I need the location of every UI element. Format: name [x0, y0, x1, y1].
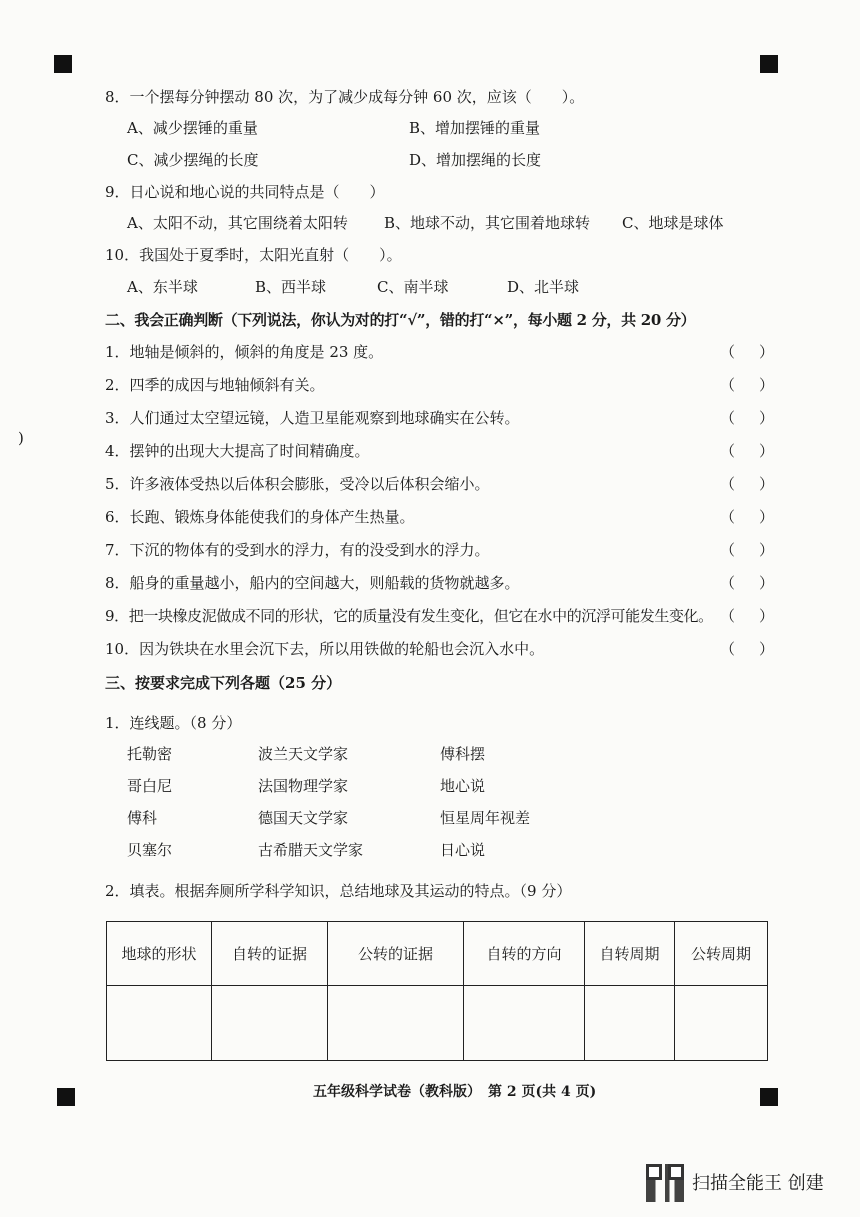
question-8-stem: 8．一个摆每分钟摆动 80 次，为了减少成每分钟 60 次，应该（ ）。	[105, 88, 585, 106]
open-paren: （	[720, 541, 736, 559]
table-header-rotation-direction: 自转的方向	[464, 922, 585, 986]
registration-mark-bottom-left	[57, 1088, 75, 1106]
table-header-revolution-evidence: 公转的证据	[328, 922, 464, 986]
question-10-stem: 10．我国处于夏季时，太阳光直射（ ）。	[105, 246, 402, 264]
judge-item-1: 1．地轴是倾斜的，倾斜的角度是 23 度。	[105, 343, 384, 361]
question-8-option-c: C、减少摆绳的长度	[127, 151, 259, 169]
question-8-option-d: D、增加摆绳的长度	[409, 151, 542, 169]
table-answer-cell[interactable]	[675, 986, 768, 1061]
match-identity-2: 法国物理学家	[258, 777, 349, 795]
question-9-option-b: B、地球不动，其它围着地球转	[384, 214, 591, 232]
answer-bracket-9[interactable]	[720, 606, 774, 626]
table-answer-cell[interactable]	[107, 986, 212, 1061]
judge-item-6: 6．长跑、锻炼身体能使我们的身体产生热量。	[105, 508, 415, 526]
judge-item-4: 4．摆钟的出现大大提高了时间精确度。	[105, 442, 370, 460]
match-identity-3: 德国天文学家	[258, 809, 349, 827]
registration-mark-bottom-right	[760, 1088, 778, 1106]
close-paren: ）	[758, 508, 774, 526]
open-paren: （	[720, 640, 736, 658]
answer-bracket-6[interactable]	[720, 507, 774, 527]
section-3-title: 三、按要求完成下列各题（25 分）	[105, 674, 342, 692]
judge-item-3: 3．人们通过太空望远镜，人造卫星能观察到地球确实在公转。	[105, 409, 520, 427]
match-achievement-2: 地心说	[440, 777, 486, 795]
match-identity-4: 古希腊天文学家	[258, 841, 364, 859]
earth-features-table	[106, 921, 768, 1061]
question-10-option-b: B、西半球	[255, 278, 327, 296]
answer-bracket-10[interactable]	[720, 639, 774, 659]
qr-code-icon	[646, 1164, 684, 1202]
close-paren: ）	[758, 343, 774, 361]
close-paren: ）	[758, 376, 774, 394]
question-8-option-a: A、减少摆锤的重量	[127, 119, 258, 137]
match-achievement-3: 恒星周年视差	[440, 809, 531, 827]
open-paren: （	[720, 343, 736, 361]
table-answer-cell[interactable]	[328, 986, 464, 1061]
judge-item-8: 8．船身的重量越小，船内的空间越大，则船载的货物就越多。	[105, 574, 520, 592]
open-paren: （	[720, 376, 736, 394]
page-footer: 五年级科学试卷（教科版） 第 2 页(共 4 页)	[313, 1084, 597, 1100]
question-9-option-a: A、太阳不动，其它围绕着太阳转	[127, 214, 348, 232]
question-9-stem: 9．日心说和地心说的共同特点是（ ）	[105, 183, 385, 201]
registration-mark-top-right	[760, 55, 778, 73]
open-paren: （	[720, 508, 736, 526]
question-10-option-a: A、东半球	[127, 278, 198, 296]
open-paren: （	[720, 574, 736, 592]
question-10-option-d: D、北半球	[507, 278, 580, 296]
close-paren: ）	[758, 442, 774, 460]
close-paren: ）	[758, 475, 774, 493]
answer-bracket-2[interactable]	[720, 375, 774, 395]
table-answer-cell[interactable]	[464, 986, 585, 1061]
close-paren: ）	[758, 409, 774, 427]
match-person-1: 托勒密	[127, 745, 173, 763]
match-person-4: 贝塞尔	[127, 841, 173, 859]
table-answer-cell[interactable]	[585, 986, 675, 1061]
match-achievement-4: 日心说	[440, 841, 486, 859]
answer-bracket-4[interactable]	[720, 441, 774, 461]
judge-item-2: 2．四季的成因与地轴倾斜有关。	[105, 376, 325, 394]
table-header-shape: 地球的形状	[107, 922, 212, 986]
close-paren: ）	[758, 640, 774, 658]
answer-bracket-1[interactable]	[720, 342, 774, 362]
open-paren: （	[720, 607, 736, 625]
question-8-option-b: B、增加摆锤的重量	[409, 119, 541, 137]
judge-item-9: 9．把一块橡皮泥做成不同的形状，它的质量没有发生变化，但它在水中的沉浮可能发生变化。	[105, 607, 713, 625]
question-10-option-c: C、南半球	[377, 278, 449, 296]
table-header-rotation-period: 自转周期	[585, 922, 675, 986]
fill-table-question-title: 2．填表。根据奔厕所学科学知识，总结地球及其运动的特点。（9 分）	[105, 882, 572, 900]
close-paren: ）	[758, 607, 774, 625]
open-paren: （	[720, 442, 736, 460]
question-9-option-c: C、地球是球体	[622, 214, 724, 232]
match-achievement-1: 傅科摆	[440, 745, 486, 763]
answer-bracket-3[interactable]	[720, 408, 774, 428]
answer-bracket-7[interactable]	[720, 540, 774, 560]
table-header-revolution-period: 公转周期	[675, 922, 768, 986]
judge-item-7: 7．下沉的物体有的受到水的浮力，有的没受到水的浮力。	[105, 541, 490, 559]
section-2-title: 二、我会正确判断（下列说法，你认为对的打“√”，错的打“×”，每小题 2 分，共 20 分）	[105, 311, 696, 329]
judge-item-5: 5．许多液体受热以后体积会膨胀，受冷以后体积会缩小。	[105, 475, 490, 493]
scanner-watermark: 扫描全能王 创建	[692, 1173, 824, 1194]
registration-mark-top-left	[54, 55, 72, 73]
answer-bracket-8[interactable]	[720, 573, 774, 593]
open-paren: （	[720, 475, 736, 493]
table-answer-cell[interactable]	[212, 986, 328, 1061]
judge-item-10: 10．因为铁块在水里会沉下去，所以用铁做的轮船也会沉入水中。	[105, 640, 545, 658]
margin-paren: )	[18, 429, 24, 447]
close-paren: ）	[758, 574, 774, 592]
close-paren: ）	[758, 541, 774, 559]
match-person-3: 傅科	[127, 809, 158, 827]
match-identity-1: 波兰天文学家	[258, 745, 349, 763]
answer-bracket-5[interactable]	[720, 474, 774, 494]
open-paren: （	[720, 409, 736, 427]
table-header-rotation-evidence: 自转的证据	[212, 922, 328, 986]
matching-question-title: 1．连线题。（8 分）	[105, 714, 242, 732]
match-person-2: 哥白尼	[127, 777, 173, 795]
